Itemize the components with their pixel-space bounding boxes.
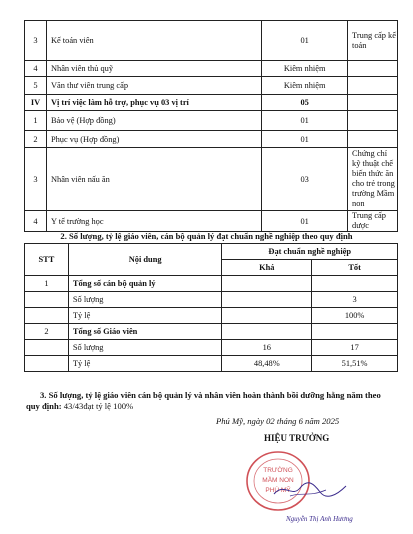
position-quantity: 01: [262, 111, 348, 131]
position-quantity: 03: [262, 148, 348, 211]
professional-standard-table: [24, 243, 398, 372]
row-content: Số lượng: [68, 292, 222, 308]
row-stt: 2: [25, 324, 69, 340]
row-content: Tổng số Giáo viên: [68, 324, 222, 340]
row-stt: [25, 292, 69, 308]
header-standard: Đạt chuẩn nghề nghiệp: [222, 244, 398, 260]
table-row: [25, 324, 398, 340]
position-quantity: Kiêm nhiệm: [262, 61, 348, 77]
table-row: [25, 292, 398, 308]
row-kha: 16: [222, 340, 312, 356]
table-row: [25, 211, 398, 232]
svg-text:MẦM NON: MẦM NON: [262, 477, 294, 484]
row-stt: 1: [25, 276, 69, 292]
row-kha: [222, 324, 312, 340]
row-kha: [222, 276, 312, 292]
svg-text:PHÚ MỸ: PHÚ MỸ: [265, 487, 291, 494]
row-index: 5: [25, 77, 47, 95]
row-index: 2: [25, 131, 47, 148]
position-note: [348, 95, 398, 111]
table-header-row: [25, 244, 398, 260]
signature-date: Phú Mỹ, ngày 02 tháng 6 năm 2025: [216, 416, 340, 426]
principal-name: Nguyễn Thị Anh Hương: [286, 515, 353, 523]
row-stt: [25, 340, 69, 356]
header-content: Nội dung: [68, 244, 222, 276]
row-content: Số lượng: [68, 340, 222, 356]
signature-title: HIỆU TRƯỞNG: [264, 433, 330, 443]
row-index: 3: [25, 148, 47, 211]
row-index: 4: [25, 211, 47, 232]
position-note: [348, 111, 398, 131]
row-index: 1: [25, 111, 47, 131]
row-stt: [25, 356, 69, 372]
position-note: [348, 77, 398, 95]
section-3-value: 43/43đạt tỷ lệ 100%: [61, 401, 134, 411]
position-note: [348, 61, 398, 77]
table-row: [25, 131, 398, 148]
position-name: Kế toán viên: [46, 21, 261, 61]
section-3-title: 3. Số lượng, tỷ lệ giáo viên cán bộ quản lý và nhân viên hoàn thành bồi dưỡng hằng năm theo quy định:: [26, 390, 381, 411]
staff-positions-table: [24, 20, 398, 232]
table-row: [25, 77, 398, 95]
position-quantity: 01: [262, 131, 348, 148]
row-tot: 3: [312, 292, 398, 308]
handwritten-signature: [270, 480, 350, 500]
header-tot: Tốt: [312, 260, 398, 276]
table-row: [25, 308, 398, 324]
row-index: 3: [25, 21, 47, 61]
position-name: Y tế trường học: [46, 211, 261, 232]
position-quantity: 01: [262, 211, 348, 232]
table-row: [25, 276, 398, 292]
svg-text:TRƯỜNG: TRƯỜNG: [263, 467, 293, 474]
position-note: Trung cấp kế toán: [348, 21, 398, 61]
row-kha: 48,48%: [222, 356, 312, 372]
position-name: Phục vụ (Hợp đồng): [46, 131, 261, 148]
table-row: [25, 61, 398, 77]
table-row: [25, 148, 398, 211]
row-content: Tổng số cán bộ quản lý: [68, 276, 222, 292]
header-kha: Khá: [222, 260, 312, 276]
position-name: Vị trí việc làm hỗ trợ, phục vụ 03 vị trí: [46, 95, 261, 111]
row-kha: [222, 292, 312, 308]
position-name: Nhân viên thủ quỹ: [46, 61, 261, 77]
table-row: [25, 95, 398, 111]
table-row: [25, 340, 398, 356]
row-tot: 51,51%: [312, 356, 398, 372]
table-row: [25, 356, 398, 372]
position-name: Văn thư viên trung cấp: [46, 77, 261, 95]
position-quantity: 01: [262, 21, 348, 61]
row-tot: [312, 324, 398, 340]
section-2-title: 2. Số lượng, tỷ lệ giáo viên, cán bộ quản lý đạt chuẩn nghề nghiệp theo quy định: [60, 231, 353, 241]
position-name: Nhân viên nấu ăn: [46, 148, 261, 211]
row-content: Tỷ lệ: [68, 308, 222, 324]
position-note: Trung cấp dược: [348, 211, 398, 232]
position-note: [348, 131, 398, 148]
position-note: Chứng chỉ kỹ thuật chế biến thức ăn cho trẻ trong trường Mầm non: [348, 148, 398, 211]
table-row: [25, 111, 398, 131]
header-stt: STT: [25, 244, 69, 276]
position-quantity: Kiêm nhiệm: [262, 77, 348, 95]
row-index: IV: [25, 95, 47, 111]
row-tot: 17: [312, 340, 398, 356]
position-name: Bảo vệ (Hợp đồng): [46, 111, 261, 131]
row-tot: 100%: [312, 308, 398, 324]
row-kha: [222, 308, 312, 324]
row-stt: [25, 308, 69, 324]
table-row: [25, 21, 398, 61]
row-index: 4: [25, 61, 47, 77]
row-content: Tỷ lệ: [68, 356, 222, 372]
section-3-paragraph: [26, 390, 396, 412]
position-quantity: 05: [262, 95, 348, 111]
row-tot: [312, 276, 398, 292]
